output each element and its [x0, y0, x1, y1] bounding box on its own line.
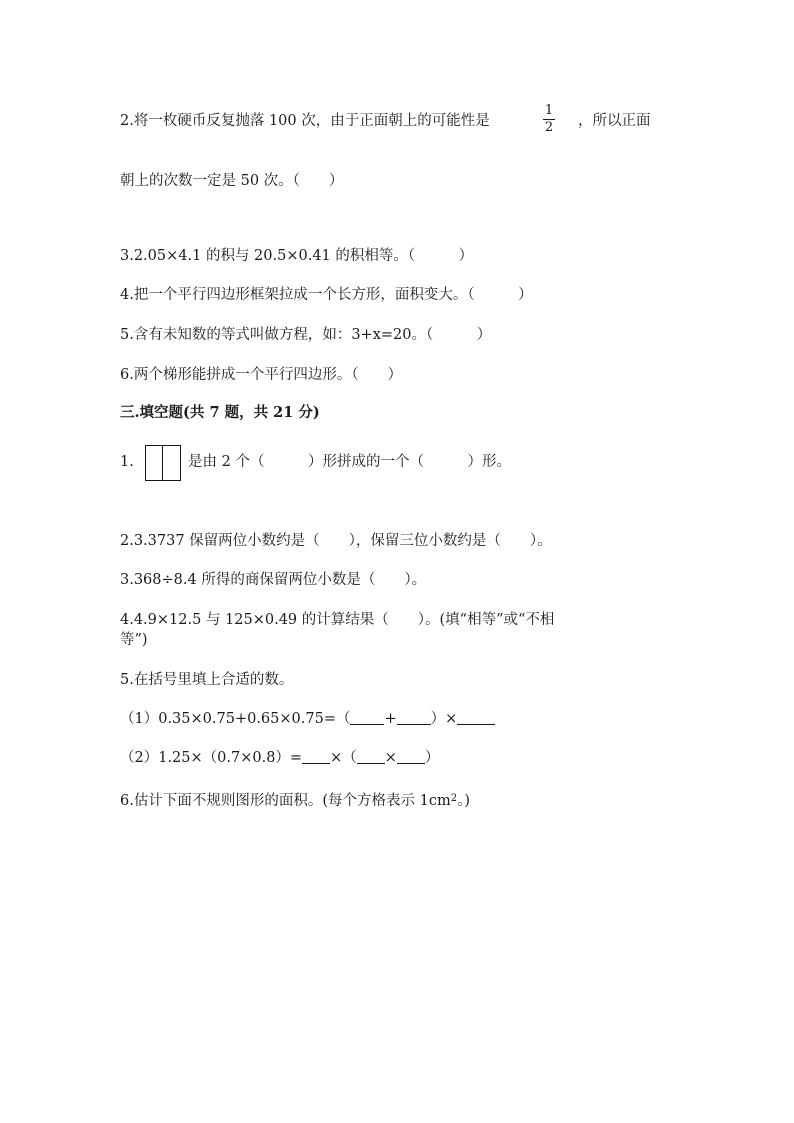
judge-question-2-text-b: ，所以正面: [578, 113, 651, 129]
times-sign: ×: [384, 750, 397, 766]
judge-question-2-text-c: 朝上的次数一定是 50 次。（ ）: [120, 173, 344, 189]
section-heading-fill-in: [120, 404, 320, 422]
fraction-numerator: 1: [544, 103, 554, 118]
judge-question-2-line-1-end: [578, 112, 651, 130]
judge-question-2-text-a: 2.将一枚硬币反复抛落 100 次，由于正面朝上的可能性是: [120, 113, 490, 129]
answer-blank[interactable]: [397, 710, 431, 725]
judge-question-6-text: 6.两个梯形能拼成一个平行四边形。（ ）: [120, 367, 403, 383]
fill-question-5: [120, 671, 293, 689]
judge-question-3-text: 3.2.05×4.1 的积与 20.5×0.41 的积相等。（ ）: [120, 248, 474, 264]
answer-blank[interactable]: [357, 749, 385, 764]
judge-question-6: [120, 366, 402, 384]
judge-question-4-text: 4.把一个平行四边形框架拉成一个长方形，面积变大。（ ）: [120, 287, 533, 303]
rectangle-figure: [145, 445, 181, 481]
probability-fraction: [540, 104, 558, 135]
judge-question-4: [120, 286, 533, 304]
part-1-text-b: ）×: [430, 711, 458, 727]
fill-question-5-text: 5.在括号里填上合适的数。: [120, 672, 294, 688]
fill-question-3-text: 3.368÷8.4 所得的商保留两位小数是（ ）。: [120, 572, 427, 588]
answer-blank[interactable]: [350, 710, 384, 725]
fill-question-4-line-2: [120, 631, 148, 649]
answer-blank[interactable]: [397, 749, 425, 764]
fill-question-1-text: 是由 2 个（ ）形拼成的一个（ ）形。: [188, 454, 511, 470]
fill-question-5-part-1: [120, 710, 495, 728]
fill-question-1-number: [120, 453, 134, 471]
part-2-text-b: ×（: [330, 750, 357, 766]
rectangle-divider: [162, 446, 163, 480]
fill-question-2: [120, 532, 552, 550]
fill-question-6-text-b: 。): [457, 793, 470, 809]
fill-question-3: [120, 571, 426, 589]
fill-question-1: [188, 453, 511, 471]
judge-question-3: [120, 247, 473, 265]
part-2-text-a: （2）1.25×（0.7×0.8）=: [120, 750, 303, 766]
part-2-text-c: ）: [424, 750, 440, 766]
fill-question-1-num: 1.: [120, 454, 134, 470]
judge-question-5-text: 5.含有未知数的等式叫做方程，如：3+x=20。（ ）: [120, 327, 492, 343]
plus-sign: +: [384, 711, 397, 727]
answer-blank[interactable]: [457, 710, 495, 725]
fill-question-5-part-2: [120, 749, 439, 767]
fill-question-4-line-1: [120, 611, 554, 629]
fill-question-2-text: 2.3.3737 保留两位小数约是（ ），保留三位小数约是（ ）。: [120, 533, 552, 549]
fill-question-4-text-a: 4.4.9×12.5 与 125×0.49 的计算结果（ ）。(填“相等”或“不相: [120, 612, 555, 628]
judge-question-2-line-2: [120, 172, 343, 190]
superscript-two: 2: [450, 793, 458, 804]
judge-question-2-line-1: [120, 112, 490, 130]
fill-question-6-text-a: 6.估计下面不规则图形的面积。(每个方格表示 1cm: [120, 793, 451, 809]
fraction-denominator: 2: [544, 120, 554, 135]
fill-question-6: [120, 790, 470, 810]
section-heading-text: 三.填空题(共 7 题，共 21 分): [120, 404, 320, 421]
judge-question-5: [120, 326, 491, 344]
part-1-text-a: （1）0.35×0.75+0.65×0.75=（: [120, 711, 351, 727]
fill-question-4-text-b: 等”): [120, 632, 148, 648]
answer-blank[interactable]: [302, 749, 330, 764]
